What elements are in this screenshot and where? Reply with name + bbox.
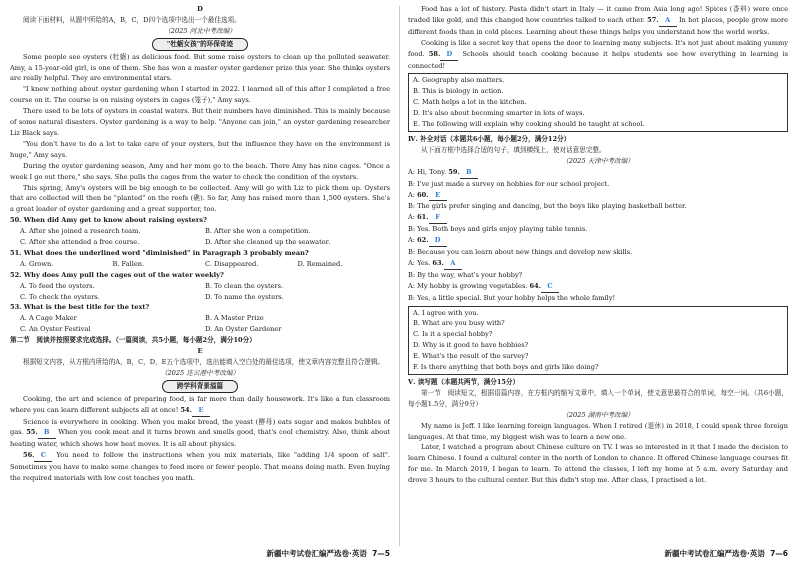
option: C. An Oyster Festival: [20, 325, 91, 334]
blank-number: 57.: [647, 15, 659, 24]
answer-63: A: [444, 258, 462, 270]
dialogue-line: B: Yes, a little special. But your hobby helps the whole family!: [408, 293, 616, 302]
option: C. Is it a special hobby?: [413, 330, 493, 339]
question-50-options: [10, 226, 390, 248]
paragraph-text: Science is everywhere in cooking. When you make bread, the yeast (酵母) eats sugar and makes bubbles of gas.: [10, 417, 390, 437]
paragraph: My name is Jeff. I like learning foreign languages. When I retired (退休) in 2018, I could speak three foreign languages. At that time, my biggest wish was to learn a new one.: [408, 421, 788, 441]
options-box: [408, 73, 788, 132]
option: D. An Oyster Gardener: [205, 325, 282, 334]
option: F. Is there anything that both boys and girls like doing?: [413, 363, 599, 372]
footer-title: 新疆中考试卷汇编严选卷·英语: [266, 549, 367, 558]
page-number: 7—6: [770, 549, 788, 558]
paragraph-text: Cooking, the art and science of preparing food, is far more than daily housework. It's like a fun classroom where you can learn different subjects all at once!: [10, 394, 390, 414]
question-50: 50. When did Amy get to know about raising oysters?: [10, 216, 207, 225]
answer-64: C: [541, 281, 559, 293]
question-53: 53. What is the best title for the text?: [10, 303, 150, 312]
topic-banner: [10, 380, 390, 393]
section-5-part-1-instructions: 第一节 阅读短文，根据语篇内容，在方框内的缩写文章中，填入一个单词，使文意思最符合的单词，每空一词。（共6小题，每小题1.5分，满分9分）: [408, 388, 788, 408]
left-column: [10, 4, 390, 544]
dialogue-line: B: I've just made a survey on hobbies for our school project.: [408, 179, 610, 188]
paragraph: There used to be lots of oysters in coastal waters. But their numbers have diminished. This is mainly because of some natural disasters. Oyster gardening is a way to help. "Anyone can join," an oyster gardening researcher Liz Black says.: [10, 107, 390, 137]
option: C. After she attended a free course.: [20, 238, 140, 247]
topic-banner-label: 跨学科背景溢篇: [162, 380, 238, 393]
dialogue-text: A:: [408, 213, 415, 222]
option: A. Geography also matters.: [413, 76, 505, 85]
paragraph: Later, I watched a program about Chinese culture on TV. I was so interested in it that I made the decision to learn Chinese. I found a cultural center in the north of London to chance. It offered Chinese language courses fit for me. In March 2019, I began to learn. To attend the classes, I left my home at 5 a.m. every Saturday and drove 3 hours to the cultural center. But this didn't stop me. After class, I practised a lot.: [408, 443, 788, 485]
dialogue-line: [408, 190, 788, 202]
option: D. To name the oysters.: [205, 292, 284, 301]
option: D. Remained.: [297, 259, 343, 268]
paragraph-text: You need to follow the instructions when you mix materials, like "adding 1/4 spoon of salt". Sometimes you have to make some changes to feed more or fewer people. That means doing math. Even buying the required materials with low cost teaches you math.: [10, 451, 390, 483]
dialogue-text: A: Yes.: [408, 258, 431, 267]
option: C. To check the oysters.: [20, 292, 100, 301]
source-note: （2025 河北中考改编）: [164, 26, 236, 35]
section-2-heading: 第二节 阅读并按照要求完成选择。（一篇阅读，共5小题，每小题2分，满分10分）: [10, 336, 256, 345]
option: D. It's also about becoming smarter in lots of ways.: [413, 109, 585, 118]
dialogue-line: B: Because you can learn about new things and develop new skills.: [408, 248, 633, 257]
dialogue-text: A: Hi, Tony.: [408, 167, 447, 176]
question-52-options: [10, 281, 390, 303]
option: A. To feed the oysters.: [20, 281, 95, 290]
blank-number: 64.: [529, 281, 542, 290]
option: B. This is biology in action.: [413, 87, 504, 96]
question-52: 52. Why does Amy pull the cages out of the water weekly?: [10, 270, 224, 279]
paragraph: During the oyster gardening season, Amy and her mom go to the beach. There Amy has nine cages. "Once a week I go out there," she says. She pulls the cages from the water to check the condition of the oysters.: [10, 161, 390, 181]
option: D. After she cleaned up the seawater.: [205, 238, 331, 247]
section-4-instructions: 从下面方框中选择合适的句子，填到横线上，使对话意思完整。: [421, 145, 606, 154]
section-4-heading: Ⅳ. 补全对话（本题共6小题，每小题2分，满分12分）: [408, 134, 571, 143]
blank-number: 61.: [417, 213, 429, 222]
blank-number: 58.: [428, 49, 441, 58]
answer-55: B: [38, 427, 56, 439]
answer-54: E: [192, 405, 210, 417]
paragraph: This spring, Amy's oysters will be big enough to be collected. Amy will go with Liz to pick them up. Oysters that are collected will then be "planted" on the reefs (礁). So far, Amy has raised more than 1,500 oysters. She's a great leader of oyster gardening and a great supporter, too.: [10, 183, 390, 214]
option: B. Fallen.: [112, 259, 145, 268]
option: A. I agree with you.: [413, 308, 479, 317]
paragraph-text: Cooking is like a secret key that opens the door to learning many subjects. It's not just about making yummy food.: [408, 38, 788, 58]
option: A. After she joined a research team.: [20, 227, 141, 236]
paragraph: "I knew nothing about oyster gardening when I started in 2022. I learned all of this after I completed a free course on it. The course is on raising oysters in cages (笼子)," Amy says.: [10, 85, 390, 105]
answer-58: D: [440, 49, 458, 61]
paragraph-text: Schools should teach cooking because it helps students see how everything in learning is connected!: [408, 49, 788, 70]
option: D. Why is it good to have hobbies?: [413, 341, 529, 350]
paragraph-text: When you cook meat and it turns brown and smells good, that's cool chemistry. Also, think about heating water, which shows how heat moves. It is all about physics.: [10, 428, 390, 449]
footer-title: 新疆中考试卷汇编严选卷·英语: [664, 549, 765, 558]
option: A. Grown.: [20, 259, 54, 268]
answer-60: E: [429, 190, 447, 202]
dialogue-line: B: The girls prefer singing and dancing, but the boys like playing basketball better.: [408, 202, 687, 211]
option: E. The following will explain why cooking should be taught at school.: [413, 120, 645, 129]
paragraph: "You don't have to do a lot to take care of your oysters, but the influence they have on the environment is huge," Amy says.: [10, 139, 390, 159]
dialogue-line: [408, 167, 788, 179]
source-note: （2025 连云港中考改编）: [160, 368, 240, 377]
option: C. Disappeared.: [205, 259, 259, 268]
dialogue-line: [408, 235, 788, 247]
blank-number: 63.: [432, 258, 444, 267]
answer-61: F: [429, 212, 447, 224]
blank-number: 56.: [23, 451, 35, 460]
footer-left: [10, 548, 390, 559]
answer-59: B: [460, 167, 478, 179]
dialogue-line: [408, 212, 788, 224]
paragraph-text: Food has a lot of history. Pasta didn't start in Italy — it came from Asia long ago! Spices (香料) were once traded like gold, and this changed how countries talked to each other.: [408, 5, 788, 24]
column-divider: [399, 6, 400, 546]
option: B. To clean the oysters.: [205, 281, 284, 290]
dialogue-line: B: Yes. Both boys and girls enjoy playing table tennis.: [408, 225, 588, 234]
paragraph-text: In hot places, people grow more different foods than in cold places. Learning about these things helps you understand how the world works.: [408, 15, 788, 36]
dialogue-text: A: My hobby is growing vegetables.: [408, 281, 528, 290]
passage-letter-e: E: [197, 347, 203, 356]
source-note: （2025 湖南中考改编）: [562, 410, 634, 419]
question-51: 51. What does the underlined word "diminished" in Paragraph 3 probably mean?: [10, 248, 309, 257]
answer-56: C: [34, 450, 52, 462]
topic-banner: [10, 38, 390, 51]
options-box: [408, 306, 788, 375]
option: C. Math helps a lot in the kitchen.: [413, 98, 527, 107]
passage-e-instructions: 根据短文内容，从方框内所给的A，B，C，D，E五个选项中，选出能填入空白处的最佳选项，使文章内容完整且符合逻辑。: [23, 358, 385, 366]
blank-number: 55.: [26, 428, 38, 437]
option: A. A Cage Maker: [20, 314, 77, 323]
blank-number: 54.: [180, 405, 192, 414]
paragraph: [408, 38, 788, 72]
paragraph: [10, 450, 390, 484]
passage-d-instructions: 阅读下面材料，从题中所给的A，B，C，D四个选项中选出一个最佳选项。: [23, 15, 241, 24]
source-note: （2025 天津中考改编）: [562, 156, 634, 165]
option: E. What's the result of the survey?: [413, 352, 529, 361]
answer-62: D: [429, 235, 447, 247]
answer-57: A: [659, 15, 677, 27]
blank-number: 60.: [417, 190, 429, 199]
right-column: [408, 4, 788, 544]
topic-banner-label: "牡蛎女孩"的环保奇迹: [152, 38, 248, 51]
dialogue-line: [408, 258, 788, 270]
dialogue-text: A:: [408, 236, 415, 245]
page-number: 7—5: [372, 549, 390, 558]
section-5-heading: Ⅴ. 读写题（本题共两节，满分15分）: [408, 378, 520, 386]
question-51-options: [10, 259, 390, 270]
paragraph: [10, 417, 390, 451]
dialogue-line: B: By the way, what's your hobby?: [408, 270, 523, 279]
paragraph: [10, 394, 390, 417]
dialogue-text: A:: [408, 190, 415, 199]
option: B. After she won a competition.: [205, 227, 311, 236]
paragraph: Some people see oysters (牡蛎) as delicious food. But some raise oysters to clean up the polluted seawater. Amy, a 15-year-old girl, is one of them. She has won a master oyster gardener prize this year. She thinks oysters are really helpful. They are environmental stars.: [10, 52, 390, 83]
blank-number: 62.: [417, 236, 429, 245]
footer-right: [408, 548, 788, 559]
question-53-options: [10, 313, 390, 335]
dialogue-line: [408, 281, 788, 293]
option: B. What are you busy with?: [413, 319, 505, 328]
option: B. A Master Prize: [205, 314, 264, 323]
paragraph: [408, 4, 788, 38]
blank-number: 59.: [448, 167, 460, 176]
passage-letter-d: D: [197, 5, 203, 13]
